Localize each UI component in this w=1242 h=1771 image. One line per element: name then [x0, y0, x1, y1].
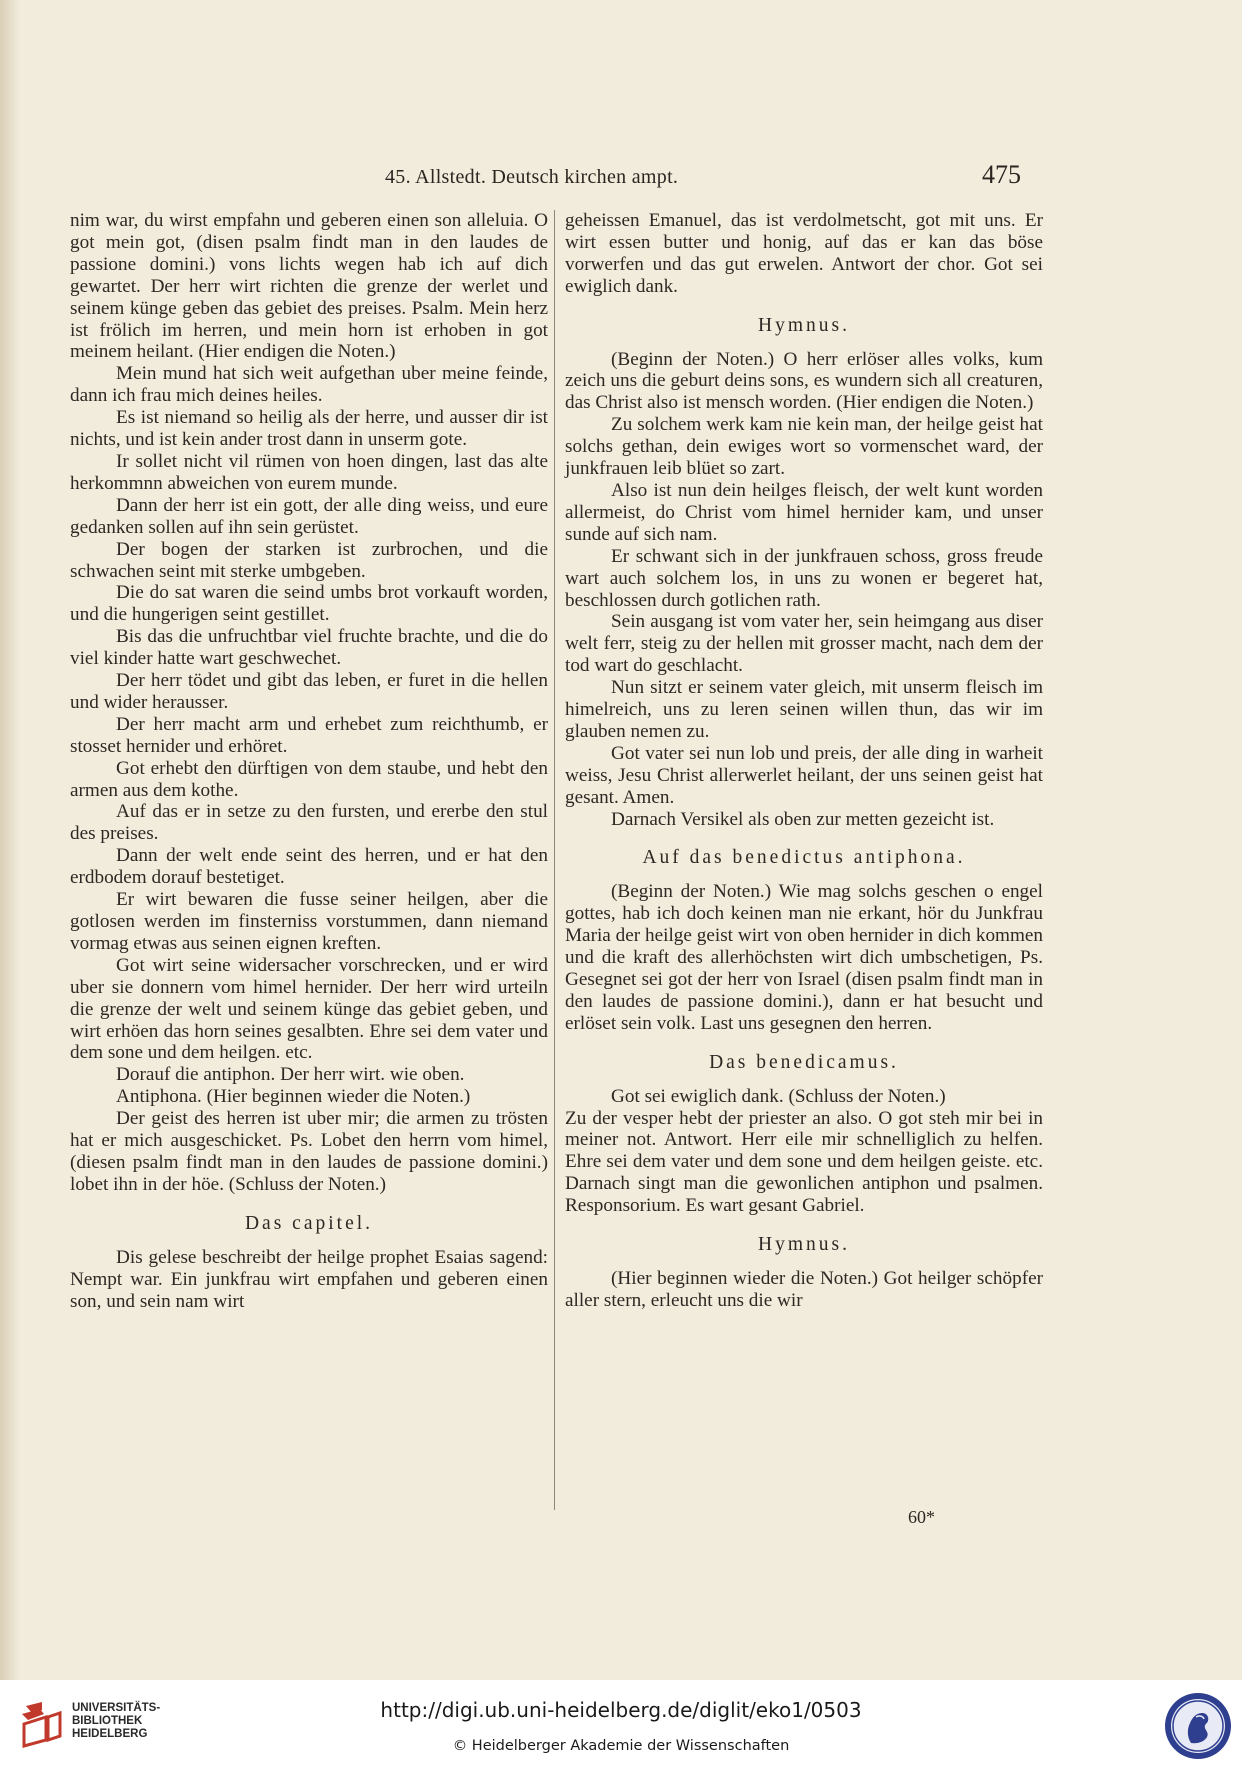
library-name-line: HEIDELBERG: [72, 1728, 148, 1740]
body-paragraph: Der geist des herren ist uber mir; die armen zu trösten hat er mich ausgeschicket. Ps. Lobet den herrn vom himel, (diesen psalm findt man in den laudes de passione domini.) lobet ihn in der höe. (Schluss der Noten.): [70, 1108, 548, 1195]
section-heading: Hymnus.: [758, 1234, 850, 1256]
body-paragraph: Der herr tödet und gibt das leben, er furet in die hellen und wider herausser.: [70, 670, 548, 713]
body-paragraph: Bis das die unfruchtbar viel fruchte brachte, und die do viel kinder hatte wart geschwechet.: [70, 626, 548, 670]
body-paragraph: Got sei ewiglich dank. (Schluss der Noten.): [611, 1085, 946, 1107]
body-paragraph: Dann der welt ende seint des herren, und er hat den erdbodem dorauf bestetiget.: [70, 845, 548, 889]
body-paragraph: Es ist niemand so heilig als der herre, und ausser dir ist nichts, und ist kein ander trost dann in unserm gote.: [70, 407, 548, 451]
body-paragraph: geheissen Emanuel, das ist verdolmetscht, got mit uns. Er wirt essen butter und honig, auf das er kan das böse vorwerfen und das gut erwelen. Antwort der chor. Got sei ewiglich dank.: [565, 210, 1043, 297]
body-paragraph: Ir sollet nicht vil rümen von hoen dingen, last das alte herkommnn abweichen von eurem munde.: [70, 450, 548, 494]
academy-seal-icon[interactable]: [1163, 1691, 1233, 1761]
section-heading: Das capitel.: [244, 1212, 374, 1234]
body-paragraph: Zu der vesper hebt der priester an also. O got steh mir bei in meiner not. Antwort. Herr eile mir schnelliglich zu helfen. Ehre sei dem vater und dem sone und dem heilgen geiste. etc. Darnach singt man die gewonlichen antiphon und psalmen. Responsorium. Es wart gesant Gabriel.: [565, 1107, 1043, 1217]
section-heading: Das benedicamus.: [709, 1051, 899, 1073]
library-name-line: UNIVERSITÄTS-: [72, 1702, 161, 1714]
body-paragraph: (Beginn der Noten.) Wie mag solchs geschen o engel gottes, hab ich doch keinen man nie erkant, hör du Junkfrau Maria der heilge geist wirt von oben hernider in dich kommen und die kraft des allerhöchsten wirt dich umbschetigen, Ps. Gesegnet sei got der herr von Israel (disen psalm findt man in den laudes de passione domini.), dann er hat besucht und erlöset sein volk. Last uns gesegnen den herren.: [565, 881, 1043, 1034]
permalink-url[interactable]: http://digi.ub.uni-heidelberg.de/diglit/eko1/0503: [380, 1698, 862, 1722]
body-paragraph: Dis gelese beschreibt der heilge prophet Esaias sagend: Nempt war. Ein junkfrau wirt empfahen und geberen einen son, und sein nam wirt: [70, 1246, 548, 1312]
body-paragraph: Nun sitzt er seinem vater gleich, mit unserm fleisch im himelreich, uns zu leren seinen willen thun, das wir im glauben nemen zu.: [565, 677, 1043, 742]
running-head: [0, 160, 1242, 190]
body-paragraph: Got vater sei nun lob und preis, der alle ding in warheit weiss, Jesu Christ allerwerlet heilant, der uns seinen geist hat gesant. Amen.: [565, 742, 1043, 808]
signature-mark: 60*: [908, 1507, 935, 1527]
body-paragraph: Er schwant sich in der junkfrauen schoss, gross freude wart auch solchem los, in uns zu wonen er begeret hat, beschlossen durch gotlichen rath.: [565, 545, 1043, 611]
body-paragraph: Er wirt bewaren die fusse seiner heilgen, aber die gotlosen werden im finsterniss vorstummen, dann niemand vormag etwas aus seinen eignen kreften.: [70, 889, 548, 954]
left-text-column: [70, 210, 548, 1312]
column-divider: [554, 210, 555, 1510]
body-paragraph: Auf das er in setze zu den fursten, und ererbe den stul des preises.: [70, 801, 548, 845]
running-title: 45. Allstedt. Deutsch kirchen ampt.: [385, 166, 679, 188]
body-paragraph: Der herr macht arm und erhebet zum reichthumb, er stosset hernider und erhöret.: [70, 713, 548, 757]
body-paragraph: Darnach Versikel als oben zur metten gezeicht ist.: [611, 808, 995, 830]
body-paragraph: Sein ausgang ist vom vater her, sein heimgang aus diser welt ferr, steig zu der hellen mit grosser macht, nach dem der tod wart do geschlacht.: [565, 611, 1043, 677]
body-paragraph: Der bogen der starken ist zurbrochen, und die schwachen seint mit sterke umbgeben.: [70, 538, 548, 582]
body-paragraph: Got erhebt den dürftigen von dem staube, und hebt den armen aus dem kothe.: [70, 757, 548, 801]
right-text-column: [565, 210, 1043, 1312]
viewer-footer: [0, 1680, 1242, 1771]
body-paragraph: Got wirt seine widersacher vorschrecken, und er wird uber sie donnern vom himel hernider. Der herr wird urteiln die grenze der welt und seinem künge das gebiet geben, und wirt erhöen das horn seines gesalbten. Ehre sei dem vater und dem sone und dem heilgen. etc.: [70, 954, 548, 1064]
page-number: 475: [982, 160, 1021, 189]
body-paragraph: Zu solchem werk kam nie kein man, der heilge geist hat solchs gethan, dein ewiges wort so vormenschet ward, der junkfrauen leib blüet so zart.: [565, 414, 1043, 480]
body-paragraph: Die do sat waren die seind umbs brot vorkauft worden, und die hungerigen seint gestillet.: [70, 582, 548, 626]
body-paragraph: nim war, du wirst empfahn und geberen einen son alleluia. O got mein got, (disen psalm findt man in den laudes de passione domini.) vons lichts wegen hab ich auf dich gewartet. Der herr wirt richten die grenze der werlet und seinem künge geben das gebiet des preises. Psalm. Mein herz ist frölich im herren, und mein horn ist erhoben in got meinem heilant. (Hier endigen die Noten.): [70, 210, 548, 363]
body-paragraph: Dorauf die antiphon. Der herr wirt. wie oben.: [116, 1064, 465, 1086]
body-paragraph: Antiphona. (Hier beginnen wieder die Noten.): [116, 1086, 471, 1108]
copyright-notice: © Heidelberger Akademie der Wissenschaften: [452, 1738, 790, 1754]
body-paragraph: (Beginn der Noten.) O herr erlöser alles volks, kum zeich uns die geburt deins sons, es wundern sich all creaturen, das Christ also ist mensch worden. (Hier endigen die Noten.): [565, 348, 1043, 414]
library-name-line: BIBLIOTHEK: [72, 1715, 143, 1727]
section-heading: Auf das benedictus antiphona.: [642, 847, 966, 869]
section-heading: Hymnus.: [758, 314, 850, 336]
body-paragraph: Also ist nun dein heilges fleisch, der welt kunt worden allermeist, do Christ vom himel hernider kam, und unser sunde auf sich nam.: [565, 479, 1043, 545]
body-paragraph: (Hier beginnen wieder die Noten.) Got heilger schöpfer aller stern, erleucht uns die wir: [565, 1267, 1043, 1311]
body-paragraph: Mein mund hat sich weit aufgethan uber meine feinde, dann ich frau mich deines heiles.: [70, 363, 548, 407]
page-edge-shadow: [0, 0, 20, 1680]
body-paragraph: Dann der herr ist ein gott, der alle ding weiss, und eure gedanken sollen auf ihn sein gerüstet.: [70, 494, 548, 538]
